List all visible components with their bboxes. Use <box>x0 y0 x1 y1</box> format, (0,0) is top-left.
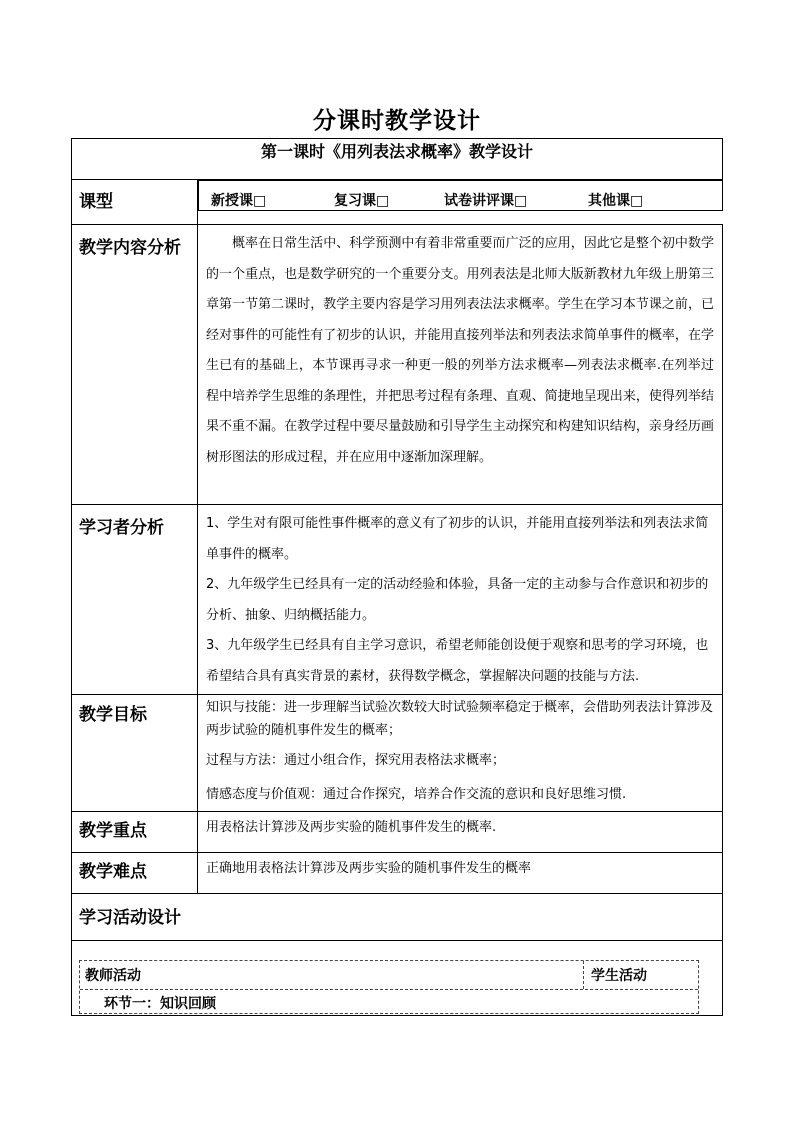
document-title: 分课时教学设计 <box>313 107 481 134</box>
learner-item: 2、九年级学生已经具有一定的活动经验和体验，具备一定的主动参与合作意识和初步的分析、抽象、归纳概括能力。 <box>206 577 709 623</box>
section-one-label: 环节一：知识回顾 <box>104 996 216 1012</box>
activities-cell <box>72 941 723 1016</box>
lesson-type-label: 课型 <box>72 180 198 225</box>
option-review-lesson[interactable]: 复习课□ <box>334 193 390 209</box>
key-points-label: 教学重点 <box>72 812 198 853</box>
option-new-lesson[interactable]: 新授课□ <box>211 193 267 209</box>
goals-content <box>198 695 723 812</box>
goal-process: 过程与方法：通过小组合作，探究用表格法求概率； <box>206 753 506 768</box>
row-divider <box>80 989 698 990</box>
content-analysis-label: 教学内容分析 <box>72 225 198 505</box>
learner-analysis-content <box>198 505 723 695</box>
key-points-text: 用表格法计算涉及两步实验的随机事件发生的概率. <box>198 812 723 853</box>
column-divider <box>583 961 584 989</box>
key-points-row <box>72 812 723 853</box>
student-activity-header: 学生活动 <box>591 968 647 984</box>
activities-title: 学习活动设计 <box>72 894 723 941</box>
goal-knowledge: 知识与技能：进一步理解当试验次数较大时试验频率稳定于概率，会借助列表法计算涉及两步试验的随机事件发生的概率； <box>206 700 714 738</box>
difficulties-label: 教学难点 <box>72 853 198 894</box>
activities-title-row <box>72 894 723 941</box>
teacher-activity-header: 教师活动 <box>85 968 141 984</box>
goal-emotion: 情感态度与价值观：通过合作探究，培养合作交流的意识和良好思维习惯. <box>206 787 627 802</box>
option-other-lesson[interactable]: 其他课□ <box>588 193 644 209</box>
activities-inner-table <box>79 960 699 1014</box>
lesson-type-options <box>198 180 723 211</box>
difficulties-row <box>72 853 723 894</box>
difficulties-text: 正确地用表格法计算涉及两步实验的随机事件发生的概率 <box>198 853 723 894</box>
option-exam-review-lesson[interactable]: 试卷讲评课□ <box>444 193 528 209</box>
learner-item: 1、学生对有限可能性事件概率的意义有了初步的认识，并能用直接列举法和列表法求简单事件的概率。 <box>206 516 709 562</box>
activities-row <box>72 941 723 1016</box>
lesson-plan-table <box>71 138 723 1016</box>
learner-analysis-row <box>72 505 723 695</box>
learner-analysis-label: 学习者分析 <box>72 505 198 695</box>
content-analysis-row <box>72 225 723 505</box>
content-analysis-text: 概率在日常生活中、科学预测中有着非常重要而广泛的应用，因此它是整个初中数学的一个重点，也是数学研究的一个重要分支。用列表法是北师大版新教材九年级上册第三章第一节第二课时，教学主要内容是学习用列表法法求概率。学生在学习本节课之前，已经对事件的可能性有了初步的认识，并能用直接列举法和列表法求简单事件的概率，在学生已有的基础上，本节课再寻求一种更一般的列举方法求概率—列表法求概率.在列举过程中培养学生思维的条理性，并把思考过程有条理、直观、简捷地呈现出来，使得列举结果不重不漏。在教学过程中要尽量鼓励和引导学生主动探究和构建知识结构，亲身经历画树形图法的形成过程，并在应用中逐渐加深理解。 <box>198 225 723 505</box>
goals-label: 教学目标 <box>72 695 198 812</box>
goals-row <box>72 695 723 812</box>
learner-item: 3、九年级学生已经具有自主学习意识，希望老师能创设便于观察和思考的学习环境，也希望结合具有真实背景的素材，获得数学概念，掌握解决问题的技能与方法. <box>206 638 709 684</box>
lesson-heading: 第一课时《用列表法求概率》教学设计 <box>72 139 723 180</box>
lesson-type-row <box>72 180 723 225</box>
lesson-heading-row <box>72 139 723 180</box>
